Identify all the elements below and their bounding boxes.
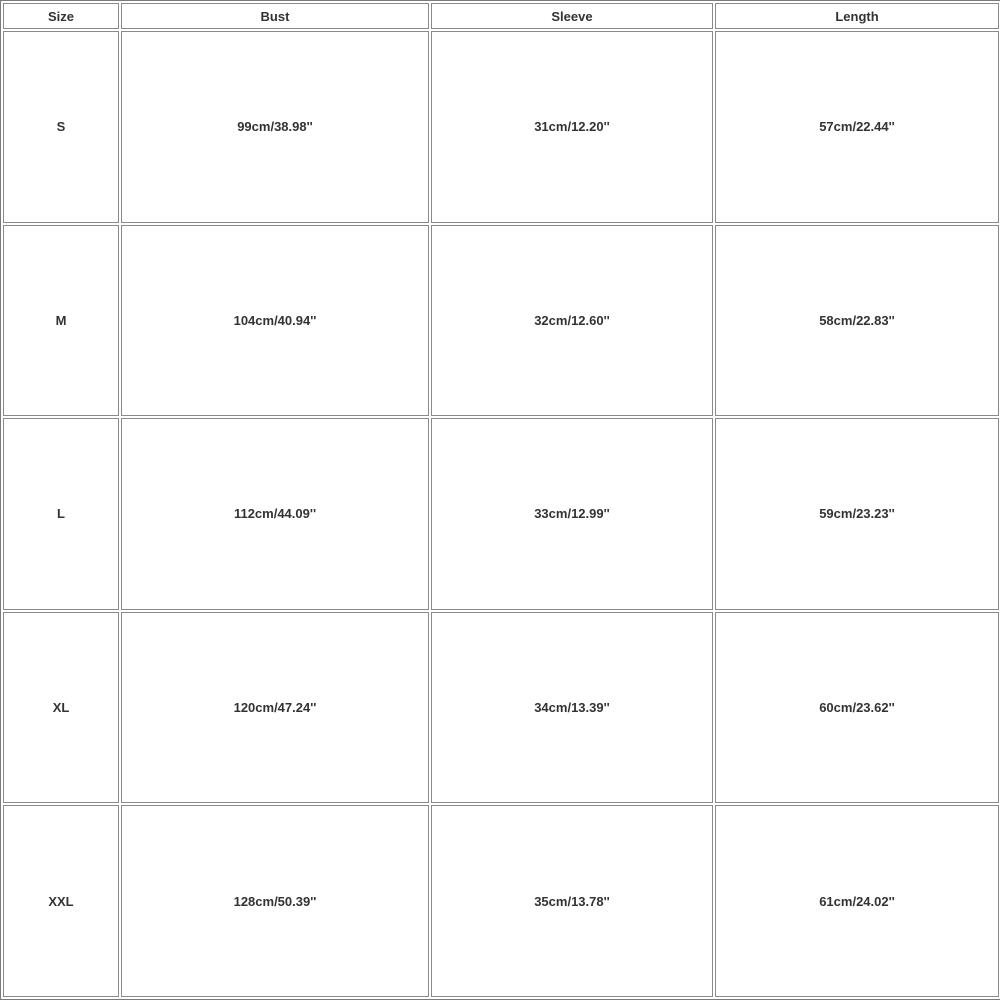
table-row: [3, 225, 999, 417]
bust-cell: 104cm/40.94'': [121, 225, 429, 417]
length-cell: 61cm/24.02'': [715, 805, 999, 997]
header-bust: Bust: [121, 3, 429, 29]
table-row: [3, 805, 999, 997]
sleeve-cell: 32cm/12.60'': [431, 225, 713, 417]
length-cell: 60cm/23.62'': [715, 612, 999, 804]
header-size: Size: [3, 3, 119, 29]
table-row: [3, 418, 999, 610]
length-cell: 59cm/23.23'': [715, 418, 999, 610]
size-cell: XXL: [3, 805, 119, 997]
size-cell: L: [3, 418, 119, 610]
sleeve-cell: 31cm/12.20'': [431, 31, 713, 223]
size-cell: S: [3, 31, 119, 223]
header-row: [3, 3, 999, 29]
bust-cell: 128cm/50.39'': [121, 805, 429, 997]
size-cell: XL: [3, 612, 119, 804]
length-cell: 57cm/22.44'': [715, 31, 999, 223]
sleeve-cell: 33cm/12.99'': [431, 418, 713, 610]
length-cell: 58cm/22.83'': [715, 225, 999, 417]
table-row: [3, 612, 999, 804]
size-cell: M: [3, 225, 119, 417]
header-length: Length: [715, 3, 999, 29]
bust-cell: 120cm/47.24'': [121, 612, 429, 804]
bust-cell: 99cm/38.98'': [121, 31, 429, 223]
sleeve-cell: 34cm/13.39'': [431, 612, 713, 804]
bust-cell: 112cm/44.09'': [121, 418, 429, 610]
table-row: [3, 31, 999, 223]
sleeve-cell: 35cm/13.78'': [431, 805, 713, 997]
header-sleeve: Sleeve: [431, 3, 713, 29]
